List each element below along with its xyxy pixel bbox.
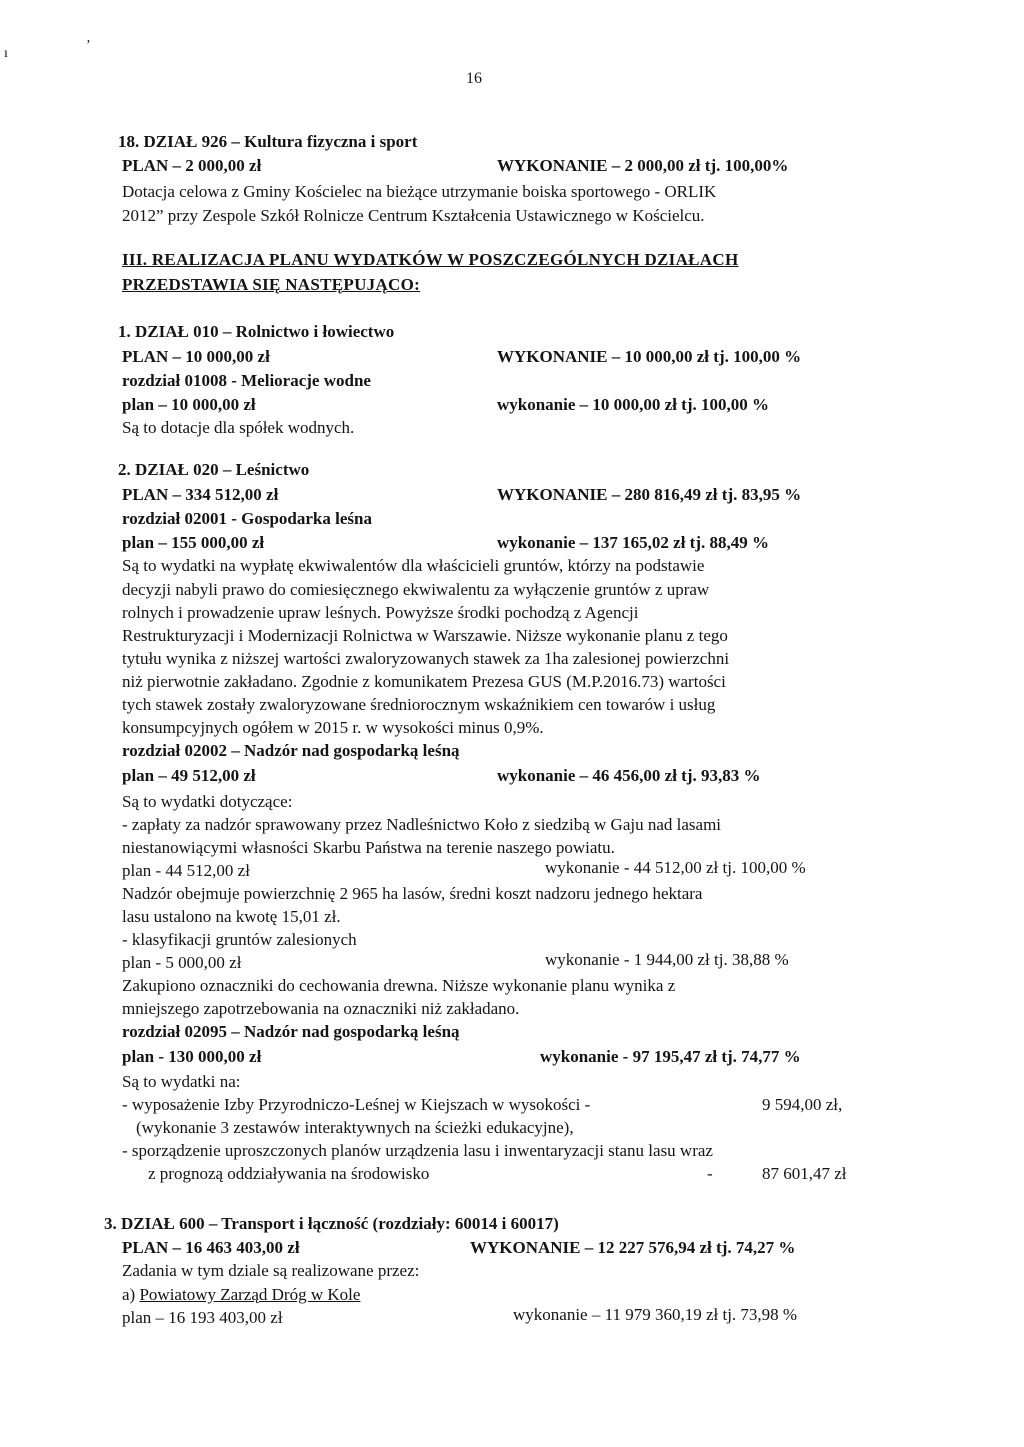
paragraph-line: niż pierwotnie zakładano. Zgodnie z komunikatem Prezesa GUS (M.P.2016.73) wartości [122, 672, 726, 691]
execution-line: wykonanie - 44 512,00 zł tj. 100,00 % [545, 858, 806, 877]
section-18-execution: WYKONANIE – 2 000,00 zł tj. 100,00% [497, 156, 789, 175]
execution-line: wykonanie - 1 944,00 zł tj. 38,88 % [545, 950, 789, 969]
section-2-chapter-02002-execution: wykonanie – 46 456,00 zł tj. 93,83 % [497, 766, 761, 785]
list-item-line: - wyposażenie Izby Przyrodniczo-Leśnej w Kiejszach w wysokości - [122, 1095, 591, 1114]
list-item-line: z prognozą oddziaływania na środowisko [148, 1164, 430, 1183]
paragraph-line: - klasyfikacji gruntów zalesionych [122, 930, 357, 949]
list-item-amount: 87 601,47 zł [762, 1164, 847, 1183]
paragraph-line: lasu ustalono na kwotę 15,01 zł. [122, 907, 341, 926]
section-2-plan: PLAN – 334 512,00 zł [122, 485, 279, 504]
paragraph-line: tytułu wynika z niższej wartości zwaloryzowanych stawek za 1ha zalesionej powierzchni [122, 649, 730, 668]
section-2-chapter: rozdział 02001 - Gospodarka leśna [122, 509, 372, 528]
paragraph-line: Nadzór obejmuje powierzchnię 2 965 ha lasów, średni koszt nadzoru jednego hektara [122, 884, 703, 903]
paragraph-line: niestanowiącymi własności Skarbu Państwa na terenie naszego powiatu. [122, 838, 615, 857]
paragraph-line: tych stawek zostały zwaloryzowane średniorocznym wskaźnikiem cen towarów i usług [122, 695, 716, 714]
section-2-chapter-execution: wykonanie – 137 165,02 zł tj. 88,49 % [497, 533, 769, 552]
section-2-chapter-02095-execution: wykonanie - 97 195,47 zł tj. 74,77 % [540, 1047, 801, 1066]
section-18-text-line: Dotacja celowa z Gminy Kościelec na bieżące utrzymanie boiska sportowego - ORLIK [122, 182, 717, 201]
scan-mark: ı [4, 46, 8, 61]
section-1-plan: PLAN – 10 000,00 zł [122, 347, 270, 366]
section-3-item-a [122, 1285, 360, 1305]
section-1-title: 1. DZIAŁ 010 – Rolnictwo i łowiectwo [118, 322, 395, 341]
plan-line: plan - 5 000,00 zł [122, 953, 242, 972]
section-III-heading: PRZEDSTAWIA SIĘ NASTĘPUJĄCO: [122, 275, 421, 294]
section-2-execution: WYKONANIE – 280 816,49 zł tj. 83,95 % [497, 485, 802, 504]
item-a-entity: Powiatowy Zarząd Dróg w Kole [139, 1285, 361, 1304]
section-18-text-line: 2012” przy Zespole Szkół Rolnicze Centrum Kształcenia Ustawicznego w Kościelcu. [122, 206, 705, 225]
section-3-plan: PLAN – 16 463 403,00 zł [122, 1238, 300, 1257]
section-2-chapter-02095: rozdział 02095 – Nadzór nad gospodarką leśną [122, 1022, 460, 1041]
section-1-execution: WYKONANIE – 10 000,00 zł tj. 100,00 % [497, 347, 802, 366]
paragraph-line: konsumpcyjnych ogółem w 2015 r. w wysokości minus 0,9%. [122, 718, 544, 737]
section-3-note: Zadania w tym dziale są realizowane przez: [122, 1261, 420, 1280]
section-3-execution: WYKONANIE – 12 227 576,94 zł tj. 74,27 % [470, 1238, 796, 1257]
section-III-heading: III. REALIZACJA PLANU WYDATKÓW W POSZCZEGÓLNYCH DZIAŁACH [122, 250, 739, 269]
scan-mark: ʼ [86, 38, 91, 53]
paragraph-line: Zakupiono oznaczniki do cechowania drewna. Niższe wykonanie planu wynika z [122, 976, 676, 995]
paragraph-line: - zapłaty za nadzór sprawowany przez Nadleśnictwo Koło z siedzibą w Gaju nad lasami [122, 815, 722, 834]
section-3-item-a-execution: wykonanie – 11 979 360,19 zł tj. 73,98 % [513, 1305, 798, 1324]
list-item-amount: 9 594,00 zł, [762, 1095, 843, 1114]
item-a-prefix: a) [122, 1285, 136, 1304]
section-2-chapter-02002-plan: plan – 49 512,00 zł [122, 766, 256, 785]
section-2-chapter-02002: rozdział 02002 – Nadzór nad gospodarką leśną [122, 741, 460, 760]
list-item-line: - sporządzenie uproszczonych planów urządzenia lasu i inwentaryzacji stanu lasu wraz [122, 1141, 713, 1160]
paragraph-line: Są to wydatki dotyczące: [122, 792, 293, 811]
section-3-title: 3. DZIAŁ 600 – Transport i łączność (rozdziały: 60014 i 60017) [104, 1214, 559, 1233]
page-number: 16 [466, 70, 482, 87]
section-2-title: 2. DZIAŁ 020 – Leśnictwo [118, 460, 310, 479]
paragraph-line: rolnych i prowadzenie upraw leśnych. Powyższe środki pochodzą z Agencji [122, 603, 639, 622]
section-18-title: 18. DZIAŁ 926 – Kultura fizyczna i sport [118, 132, 418, 151]
section-1-chapter-execution: wykonanie – 10 000,00 zł tj. 100,00 % [497, 395, 769, 414]
plan-line: plan - 44 512,00 zł [122, 861, 250, 880]
section-3-item-a-plan: plan – 16 193 403,00 zł [122, 1308, 283, 1327]
paragraph-line: Restrukturyzacji i Modernizacji Rolnictwa w Warszawie. Niższe wykonanie planu z tego [122, 626, 728, 645]
paragraph-line: decyzji nabyli prawo do comiesięcznego ekwiwalentu za wyłączenie gruntów z upraw [122, 580, 710, 599]
paragraph-line: Są to wydatki na wypłatę ekwiwalentów dla właścicieli gruntów, którzy na podstawie [122, 556, 705, 575]
section-2-chapter-plan: plan – 155 000,00 zł [122, 533, 265, 552]
section-18-plan: PLAN – 2 000,00 zł [122, 156, 262, 175]
section-1-chapter-plan: plan – 10 000,00 zł [122, 395, 256, 414]
paragraph-line: Są to wydatki na: [122, 1072, 241, 1091]
list-item-dash: - [707, 1164, 713, 1183]
section-1-chapter: rozdział 01008 - Melioracje wodne [122, 371, 371, 390]
list-item-line: (wykonanie 3 zestawów interaktywnych na ścieżki edukacyjne), [136, 1118, 574, 1137]
paragraph-line: mniejszego zapotrzebowania na oznaczniki niż zakładano. [122, 999, 520, 1018]
section-2-chapter-02095-plan: plan - 130 000,00 zł [122, 1047, 262, 1066]
section-1-note: Są to dotacje dla spółek wodnych. [122, 418, 355, 437]
